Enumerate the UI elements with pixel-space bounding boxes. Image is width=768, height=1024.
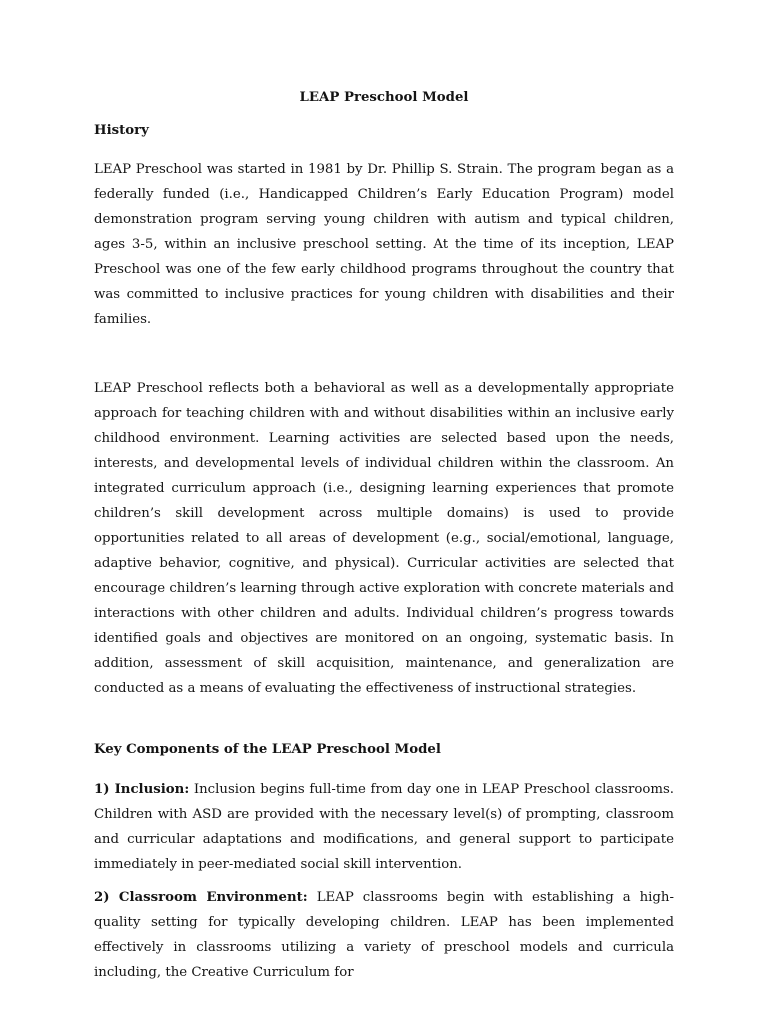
key-component-item <box>94 885 674 985</box>
key-component-text: Inclusion begins full-time from day one in LEAP Preschool classrooms. Children with ASD are provided with the necessary level(s) of prompting, classroom and curricular adaptations and modifications, and general support to participate immediately in peer-mediated social skill intervention. <box>94 782 674 872</box>
history-paragraph-1: LEAP Preschool was started in 1981 by Dr. Phillip S. Strain. The program began as a federally funded (i.e., Handicapped Children’s Early Education Program) model demonstration program serving young children with autism and typical children, ages 3-5, within an inclusive preschool setting. At the time of its inception, LEAP Preschool was one of the few early childhood programs throughout the country that was committed to inclusive practices for young children with disabilities and their families. <box>94 162 674 327</box>
key-components-heading: Key Components of the LEAP Preschool Model <box>94 742 441 757</box>
document-body <box>94 85 674 985</box>
history-paragraph-2: LEAP Preschool reflects both a behavioral as well as a developmentally appropriate approach for teaching children with and without disabilities within an inclusive early childhood environment. Learning activities are selected based upon the needs, interests, and developmental levels of individual children within the classroom. An integrated curriculum approach (i.e., designing learning experiences that promote children’s skill development across multiple domains) is used to provide opportunities related to all areas of development (e.g., social/emotional, language, adaptive behavior, cognitive, and physical). Curricular activities are selected that encourage children’s learning through active exploration with concrete materials and interactions with other children and adults. Individual children’s progress towards identified goals and objectives are monitored on an ongoing, systematic basis. In addition, assessment of skill acquisition, maintenance, and generalization are conducted as a means of evaluating the effectiveness of instructional strategies. <box>94 381 674 696</box>
key-component-lead: 1) Inclusion: <box>94 782 190 797</box>
history-heading: History <box>94 123 149 138</box>
key-component-lead: 2) Classroom Environment: <box>94 890 308 905</box>
document-title: LEAP Preschool Model <box>299 90 469 105</box>
key-component-text: LEAP classrooms begin with establishing a high-quality setting for typically developing children. LEAP has been implemented effectively in classrooms utilizing a variety of preschool models and curricula including, the Creative Curriculum for <box>94 890 674 980</box>
key-component-item <box>94 777 674 877</box>
